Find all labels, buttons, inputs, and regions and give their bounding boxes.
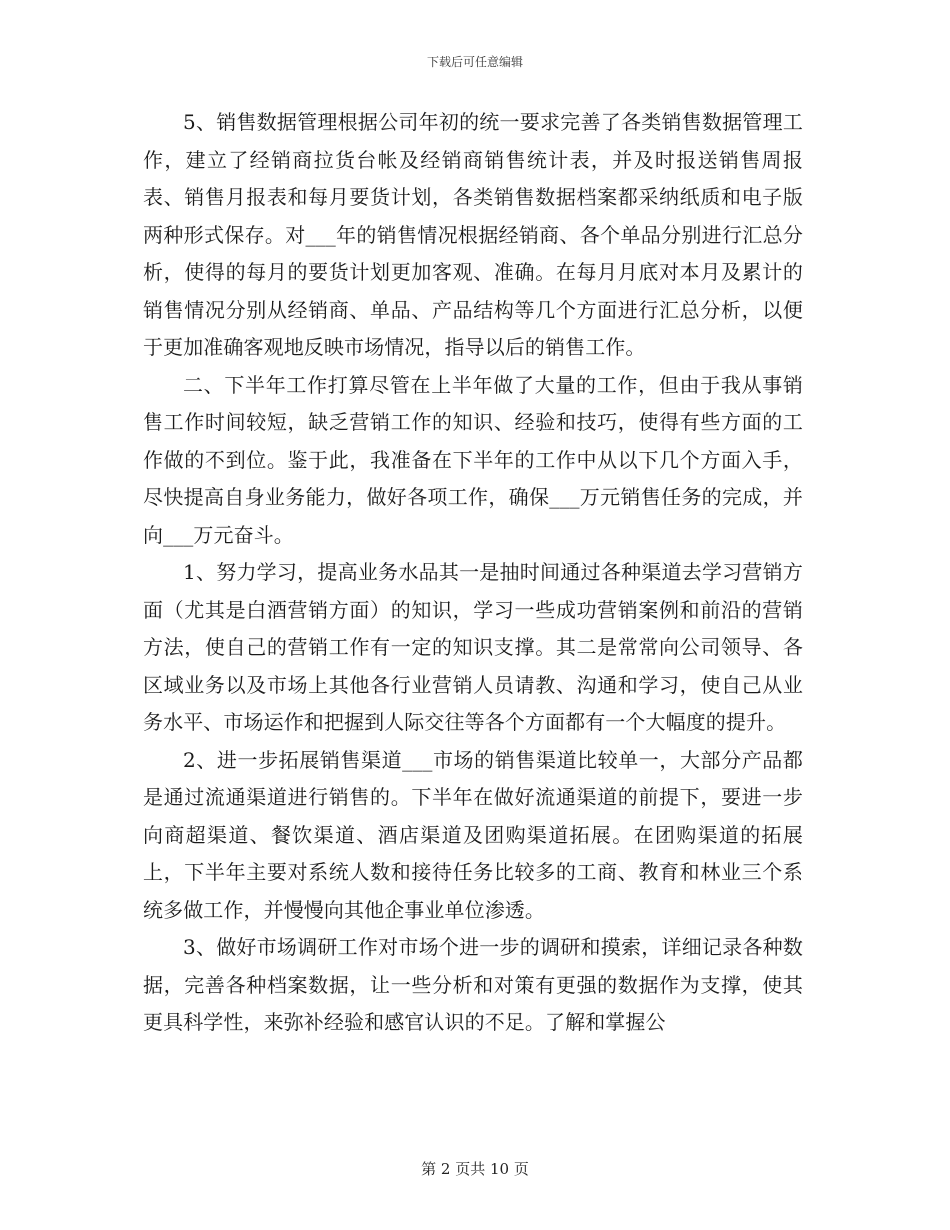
paragraph-second-half-plan: 二、下半年工作打算尽管在上半年做了大量的工作，但由于我从事销售工作时间较短，缺乏营销工作的知识、经验和技巧，使得有些方面的工作做的不到位。鉴于此，我准备在下半年的工作中从以下几个方面入手，尽快提高自身业务能力，做好各项工作，确保___万元销售任务的完成，并向___万元奋斗。: [143, 372, 803, 547]
page-header: 下载后可任意编辑: [426, 55, 523, 69]
document-body: [143, 104, 803, 1042]
paragraph-expand-channels: 2、进一步拓展销售渠道___市场的销售渠道比较单一，大部分产品都是通过流通渠道进行销售的。下半年在做好流通渠道的前提下，要进一步向商超渠道、餐饮渠道、酒店渠道及团购渠道拓展。在团购渠道的拓展上，下半年主要对系统人数和接待任务比较多的工商、教育和林业三个系统多做工作，并慢慢向其他企事业单位渗透。: [143, 747, 803, 922]
paragraph-sales-data-management: 5、销售数据管理根据公司年初的统一要求完善了各类销售数据管理工作，建立了经销商拉货台帐及经销商销售统计表，并及时报送销售周报表、销售月报表和每月要货计划，各类销售数据档案都采纳纸质和电子版两种形式保存。对___年的销售情况根据经销商、各个单品分别进行汇总分析，使得的每月的要货计划更加客观、准确。在每月月底对本月及累计的销售情况分别从经销商、单品、产品结构等几个方面进行汇总分析，以便于更加准确客观地反映市场情况，指导以后的销售工作。: [143, 110, 803, 359]
paragraph-market-research: 3、做好市场调研工作对市场个进一步的调研和摸索，详细记录各种数据，完善各种档案数据，让一些分析和对策有更强的数据作为支撑，使其更具科学性，来弥补经验和感官认识的不足。了解和掌握公: [143, 935, 803, 1034]
page-footer: 第 2 页共 10 页: [421, 1160, 529, 1178]
paragraph-study-improvement: 1、努力学习，提高业务水品其一是抽时间通过各种渠道去学习营销方面（尤其是白酒营销方面）的知识，学习一些成功营销案例和前沿的营销方法，使自己的营销工作有一定的知识支撑。其二是常常向公司领导、各区域业务以及市场上其他各行业营销人员请教、沟通和学习，使自己从业务水平、市场运作和把握到人际交往等各个方面都有一个大幅度的提升。: [143, 560, 803, 734]
